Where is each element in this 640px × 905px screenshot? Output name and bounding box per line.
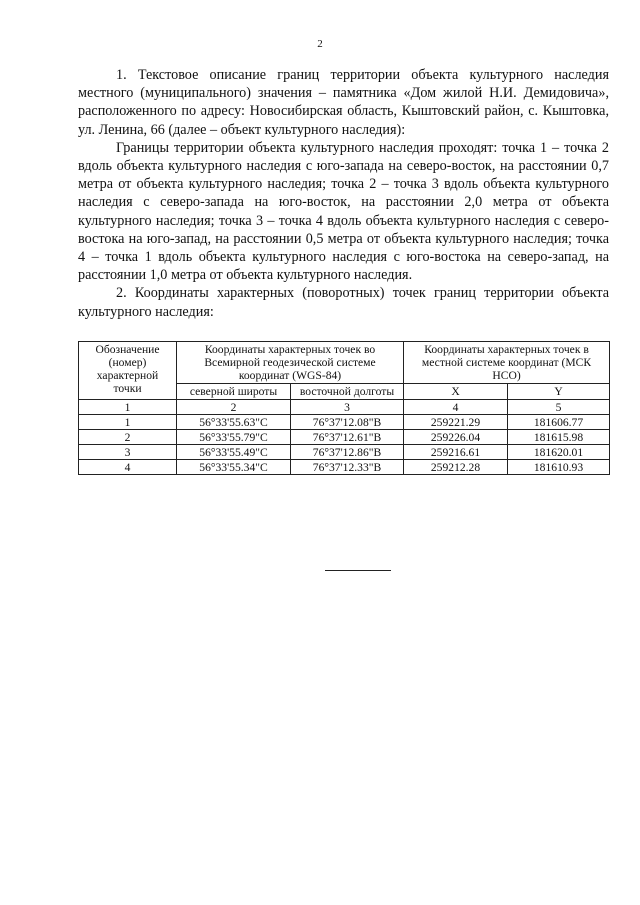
- header-y: Y: [508, 384, 610, 400]
- cell-latitude: 56°33'55.49"С: [177, 445, 291, 460]
- paragraph-boundary-route: Границы территории объекта культурного наследия проходят: точка 1 – точка 2 вдоль объекта культурного наследия с юго-запада на северо-восток, на расстоянии 0,7 метра от объекта культурного наследия; точка 2 – точка 3 вдоль объекта культурного наследия с северо-запада на юго-восток, на расстоянии 2,0 метра от объекта культурного наследия; точка 3 – точка 4 вдоль объекта культурного наследия с северо-востока на юго-запад, на расстоянии 0,5 метра от объекта культурного наследия; точка 4 – точка 1 вдоль объекта культурного наследия с юго-востока на северо-запад, на расстоянии 1,0 метра от объекта культурного наследия.: [78, 139, 609, 284]
- cell-point: 4: [79, 460, 177, 475]
- table-header-row: [79, 342, 610, 384]
- cell-longitude: 76°37'12.33"В: [291, 460, 404, 475]
- column-number: 1: [79, 400, 177, 415]
- cell-longitude: 76°37'12.61"В: [291, 430, 404, 445]
- page-number: 2: [317, 38, 323, 50]
- header-wgs84-group: Координаты характерных точек во Всемирной геодезической системе координат (WGS-84): [177, 342, 404, 384]
- coordinates-table: [78, 341, 610, 475]
- table-row: [79, 430, 610, 445]
- table-row: [79, 445, 610, 460]
- paragraph-coordinates-intro: 2. Координаты характерных (поворотных) точек границ территории объекта культурного наследия:: [78, 285, 609, 320]
- header-longitude: восточной долготы: [291, 384, 404, 400]
- document-body: [78, 66, 609, 321]
- cell-latitude: 56°33'55.63"С: [177, 415, 291, 430]
- cell-longitude: 76°37'12.08"В: [291, 415, 404, 430]
- column-number: 2: [177, 400, 291, 415]
- cell-x: 259221.29: [404, 415, 508, 430]
- header-x: X: [404, 384, 508, 400]
- header-point-designation: Обозначение (номер) характерной точки: [79, 342, 177, 400]
- column-number: 5: [508, 400, 610, 415]
- cell-x: 259216.61: [404, 445, 508, 460]
- end-of-document-line: [325, 570, 391, 571]
- cell-y: 181620.01: [508, 445, 610, 460]
- cell-y: 181606.77: [508, 415, 610, 430]
- cell-y: 181610.93: [508, 460, 610, 475]
- cell-x: 259226.04: [404, 430, 508, 445]
- column-number: 4: [404, 400, 508, 415]
- cell-latitude: 56°33'55.79"С: [177, 430, 291, 445]
- cell-point: 2: [79, 430, 177, 445]
- cell-x: 259212.28: [404, 460, 508, 475]
- header-latitude: северной широты: [177, 384, 291, 400]
- cell-latitude: 56°33'55.34"С: [177, 460, 291, 475]
- column-number: 3: [291, 400, 404, 415]
- cell-point: 3: [79, 445, 177, 460]
- cell-point: 1: [79, 415, 177, 430]
- cell-y: 181615.98: [508, 430, 610, 445]
- paragraph-boundary-description-intro: 1. Текстовое описание границ территории объекта культурного наследия местного (муниципального) значения – памятника «Дом жилой Н.И. Демидовича», расположенного по адресу: Новосибирская область, Кыштовский район, с. Кыштовка, ул. Ленина, 66 (далее – объект культурного наследия):: [78, 67, 609, 138]
- cell-longitude: 76°37'12.86"В: [291, 445, 404, 460]
- table-row: [79, 460, 610, 475]
- header-msk-group: Координаты характерных точек в местной системе координат (МСК НСО): [404, 342, 610, 384]
- table-row: [79, 415, 610, 430]
- column-number-row: [79, 400, 610, 415]
